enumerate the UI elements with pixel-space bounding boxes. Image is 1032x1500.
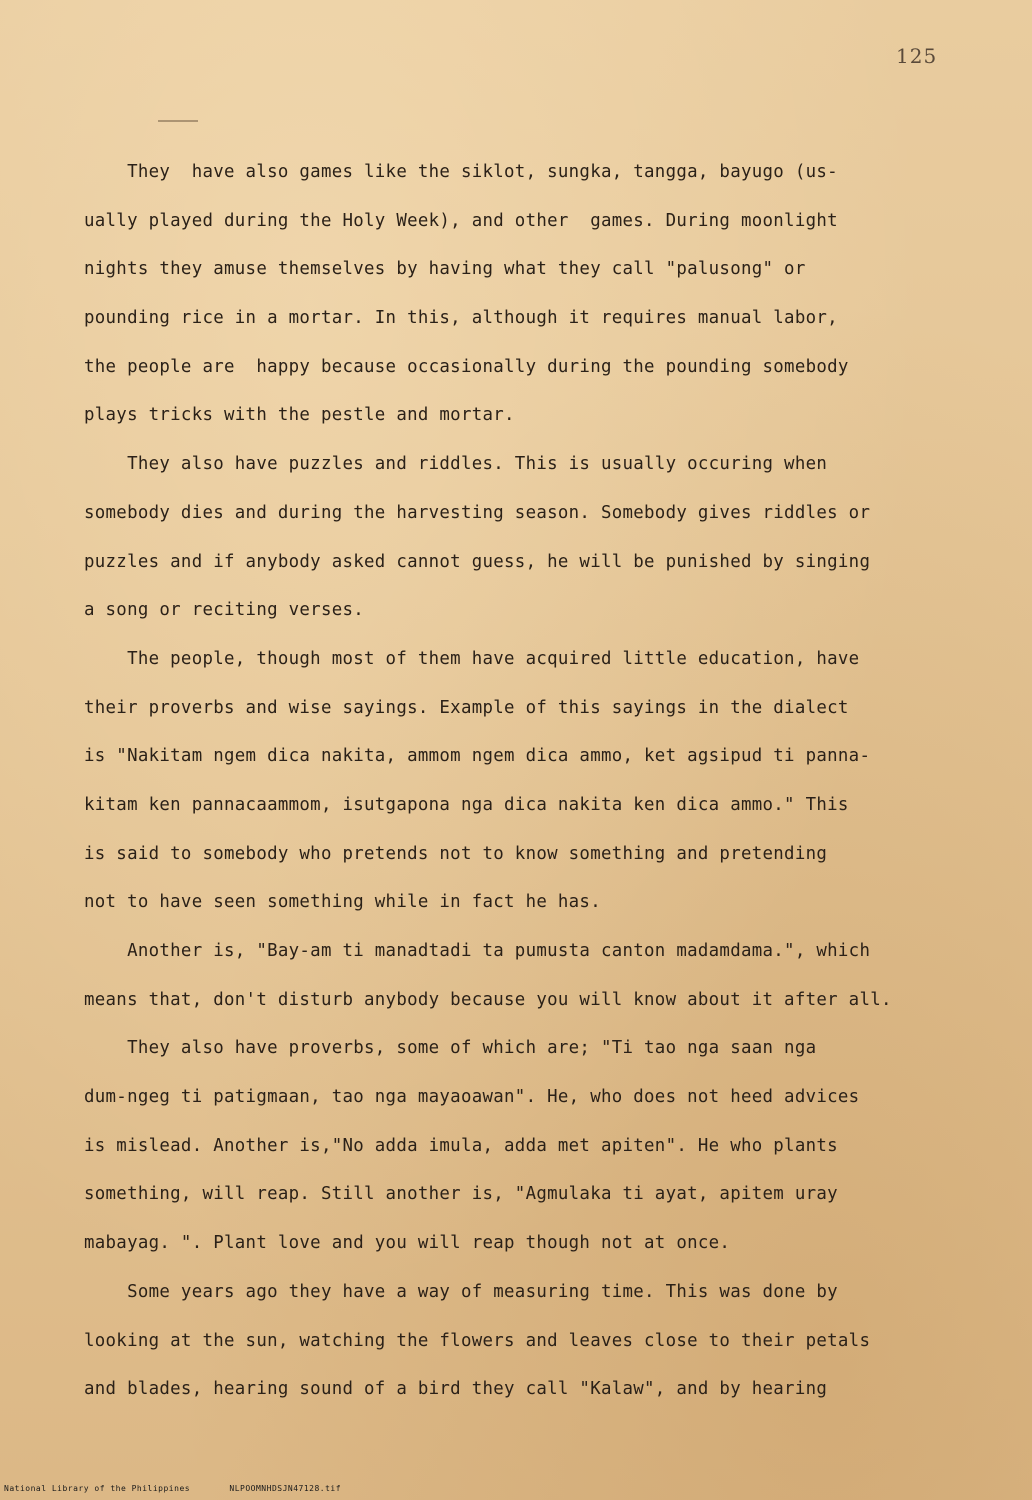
text-line: pounding rice in a mortar. In this, although it requires manual labor, [84,308,838,329]
text-line: ually played during the Holy Week), and other games. During moonlight [84,210,838,231]
text-line: plays tricks with the pestle and mortar. [84,405,515,426]
text-line: their proverbs and wise sayings. Example of this sayings in the dialect [84,697,849,718]
text-line: is mislead. Another is,"No adda imula, adda met apiten". He who plants [84,1135,838,1156]
text-line: They also have puzzles and riddles. This is usually occuring when [84,454,828,475]
text-line: dum-ngeg ti patigmaan, tao nga mayaoawan". He, who does not heed advices [84,1087,860,1108]
text-line: the people are happy because occasionally during the pounding somebody [84,356,849,377]
body-text [84,152,990,1418]
text-line: They also have proverbs, some of which are; "Ti tao nga saan nga [84,1038,817,1059]
text-line: looking at the sun, watching the flowers and leaves close to their petals [84,1330,871,1351]
text-line: is said to somebody who pretends not to know something and pretending [84,843,828,864]
footer-file: NLPOOMNHDSJN47128.tif [229,1484,342,1493]
text-line: not to have seen something while in fact he has. [84,892,601,913]
text-line: They have also games like the siklot, sungka, tangga, bayugo (us- [84,162,838,182]
dash-mark [158,120,198,122]
text-line: nights they amuse themselves by having what they call "palusong" or [84,259,806,280]
text-line: puzzles and if anybody asked cannot guess, he will be punished by singing [84,551,871,572]
page-number: 125 [896,44,938,68]
text-line: is "Nakitam ngem dica nakita, ammom ngem dica ammo, ket agsipud ti panna- [84,746,871,767]
footer-library: National Library of the Philippines [4,1484,191,1493]
scan-footer [4,1484,375,1493]
text-line: somebody dies and during the harvesting season. Somebody gives riddles or [84,502,871,523]
text-line: means that, don't disturb anybody because you will know about it after all. [84,989,892,1010]
text-line: something, will reap. Still another is, "Agmulaka ti ayat, apitem uray [84,1184,838,1205]
text-line: and blades, hearing sound of a bird they call "Kalaw", and by hearing [84,1379,828,1400]
text-line: Some years ago they have a way of measuring time. This was done by [84,1281,838,1302]
text-line: mabayag. ". Plant love and you will reap though not at once. [84,1233,731,1254]
text-line: Another is, "Bay-am ti manadtadi ta pumusta canton madamdama.", which [84,941,871,961]
text-line: The people, though most of them have acquired little education, have [84,648,860,669]
text-line: kitam ken pannacaammom, isutgapona nga dica nakita ken dica ammo." This [84,794,849,815]
text-line: a song or reciting verses. [84,600,365,621]
